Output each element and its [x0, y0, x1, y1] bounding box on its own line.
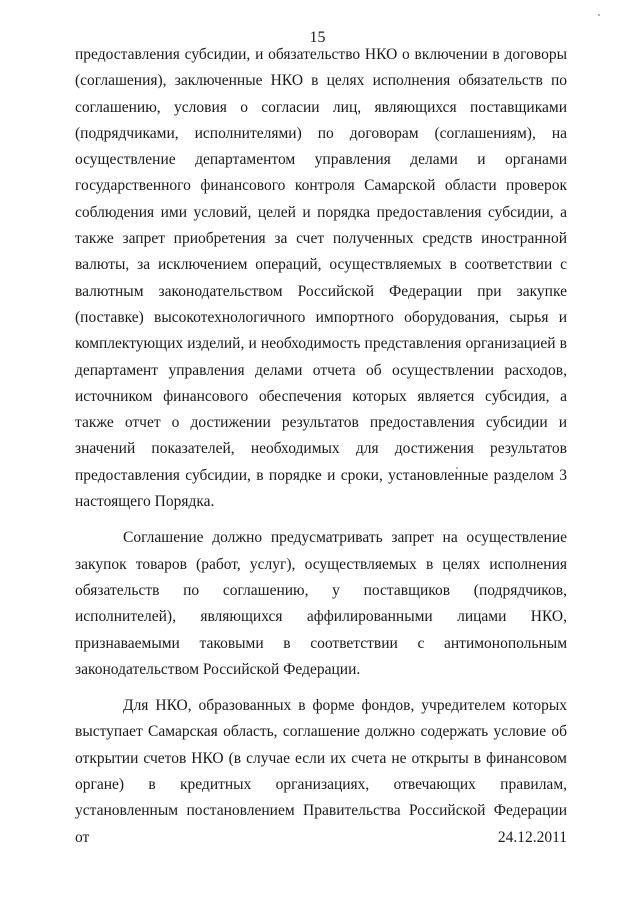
paragraph: предоставления субсидии, и обязательство НКО о включении в договоры (соглашения), заключенные НКО в целях исполнения обязательств по соглашению, условия о согласии лиц, являющихся поставщиками (подрядчиками, исполнителями) по договорам (соглашениям), на осуществление департаментом управления делами и органами государственного финансового контроля Самарской области проверок соблюдения ими условий, целей и порядка предоставления субсидии, а также запрет приобретения за счет полученных средств иностранной валюты, за исключением операций, осуществляемых в соответствии с валютным законодательством Российской Федерации при закупке (поставке) высокотехнологичного импортного оборудования, сырья и комплектующих изделий, и необходимость представления организацией в департамент управления делами отчета об осуществлении расходов, источником финансового обеспечения которых является субсидия, а также отчет о достижении результатов предоставления субсидии и значений показателей, необходимых для достижения результатов предоставления субсидии, в порядке и сроки, установленные разделом 3 настоящего Порядка.: [75, 46, 567, 511]
page-number: 15: [309, 29, 326, 46]
paragraph: Соглашение должно предусматривать запрет на осуществление закупок товаров (работ, услуг), осуществляемых в целях исполнения обязательств по соглашению, у поставщиков (подрядчиков, исполнителей), являющихся аффилированными лицами НКО, признаваемыми таковыми в соответствии с антимонопольным законодательством Российской Федерации.: [75, 529, 567, 678]
body-text: [75, 42, 567, 851]
scan-mark: [598, 14, 600, 16]
paragraph: Для НКО, образованных в форме фондов, учредителем которых выступает Самарская область, соглашение должно содержать условие об открытии счетов НКО (в случае если их счета не открыты в финансовом органе) в кредитных организациях, отвечающих правилам, установленным постановлением Правительства Российской Федерации от 24.12.2011: [75, 697, 567, 846]
